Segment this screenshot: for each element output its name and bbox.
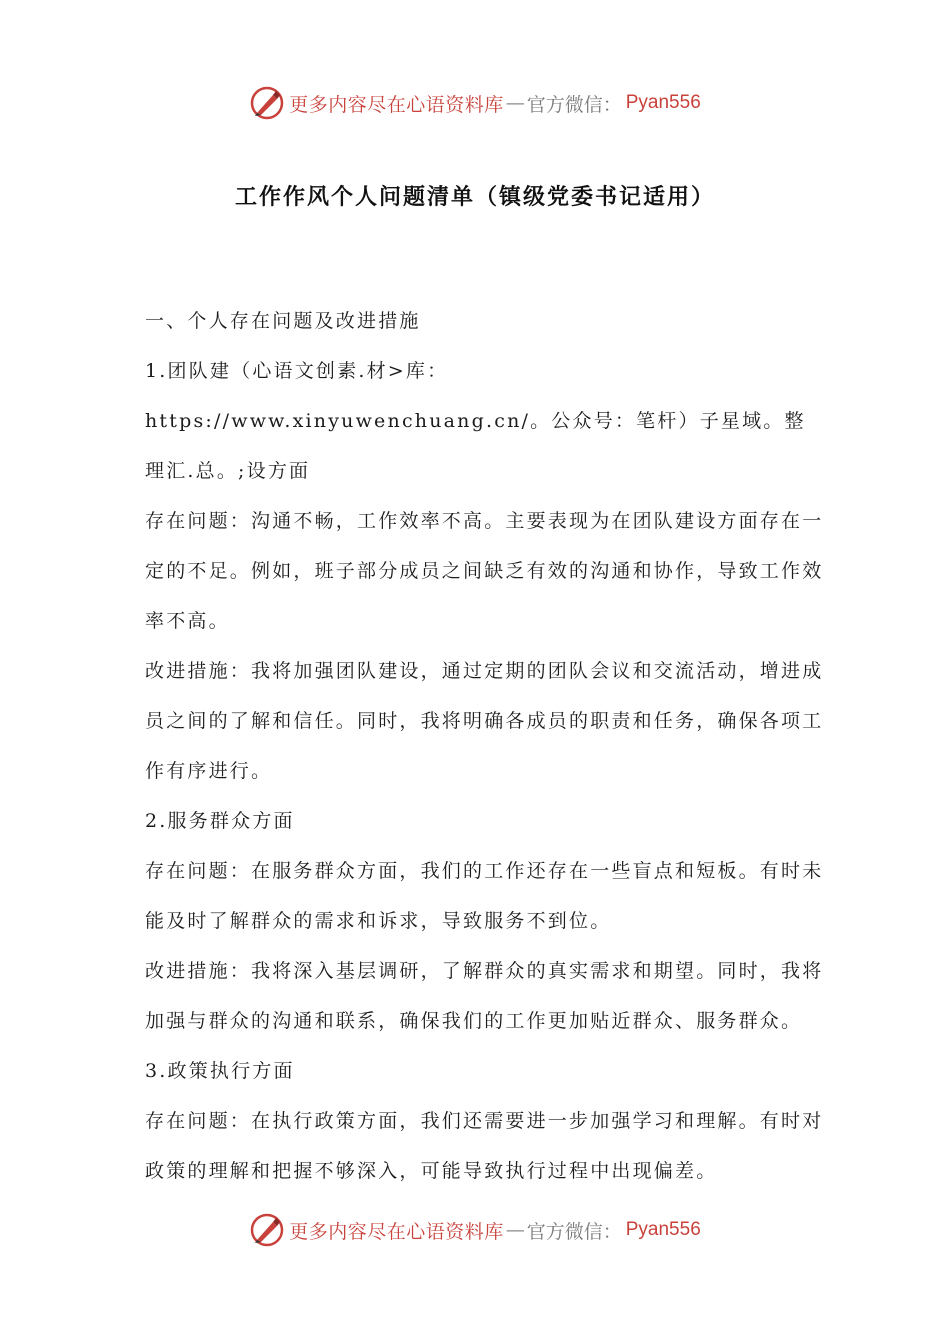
watermark-main-text: 更多内容尽在心语资料库 xyxy=(289,1220,504,1243)
watermark-wechat-id: Pyan556 xyxy=(625,1219,701,1240)
watermark-wechat-label: 官方微信： xyxy=(526,93,622,116)
pen-logo-icon xyxy=(249,85,285,121)
paragraph: 改进措施：我将深入基层调研，了解群众的真实需求和期望。同时，我将加强与群众的沟通和联系，确保我们的工作更加贴近群众、服务群众。 xyxy=(145,960,824,1032)
subsection-heading: 3.政策执行方面 xyxy=(145,1060,295,1082)
paragraph: 存在问题：在执行政策方面，我们还需要进一步加强学习和理解。有时对政策的理解和把握不够深入，可能导致执行过程中出现偏差。 xyxy=(145,1110,824,1182)
subsection-heading: 1.团队建（心语文创素.材>库：https://www.xinyuwenchuang.cn/。公众号：笔杆）子星域。整理汇.总。;设方面 xyxy=(145,360,806,482)
watermark-header xyxy=(0,83,950,123)
pen-logo-icon xyxy=(249,1212,285,1248)
watermark-wechat-label: 官方微信： xyxy=(526,1220,622,1243)
paragraph: 改进措施：我将加强团队建设，通过定期的团队会议和交流活动，增进成员之间的了解和信任。同时，我将明确各成员的职责和任务，确保各项工作有序进行。 xyxy=(145,660,824,782)
paragraph: 存在问题：在服务群众方面，我们的工作还存在一些盲点和短板。有时未能及时了解群众的需求和诉求，导致服务不到位。 xyxy=(145,860,824,932)
watermark-main-text: 更多内容尽在心语资料库 xyxy=(289,93,504,116)
section-heading: 一、个人存在问题及改进措施 xyxy=(145,310,421,332)
watermark-footer xyxy=(0,1210,950,1250)
watermark-wechat-id: Pyan556 xyxy=(625,92,701,113)
watermark-dash: — xyxy=(505,1219,525,1241)
document-body xyxy=(145,296,825,1196)
watermark-dash: — xyxy=(505,92,525,114)
subsection-heading: 2.服务群众方面 xyxy=(145,810,295,832)
document-title: 工作作风个人问题清单（镇级党委书记适用） xyxy=(234,185,715,210)
paragraph: 存在问题：沟通不畅，工作效率不高。主要表现为在团队建设方面存在一定的不足。例如，班子部分成员之间缺乏有效的沟通和协作，导致工作效率不高。 xyxy=(145,510,824,632)
